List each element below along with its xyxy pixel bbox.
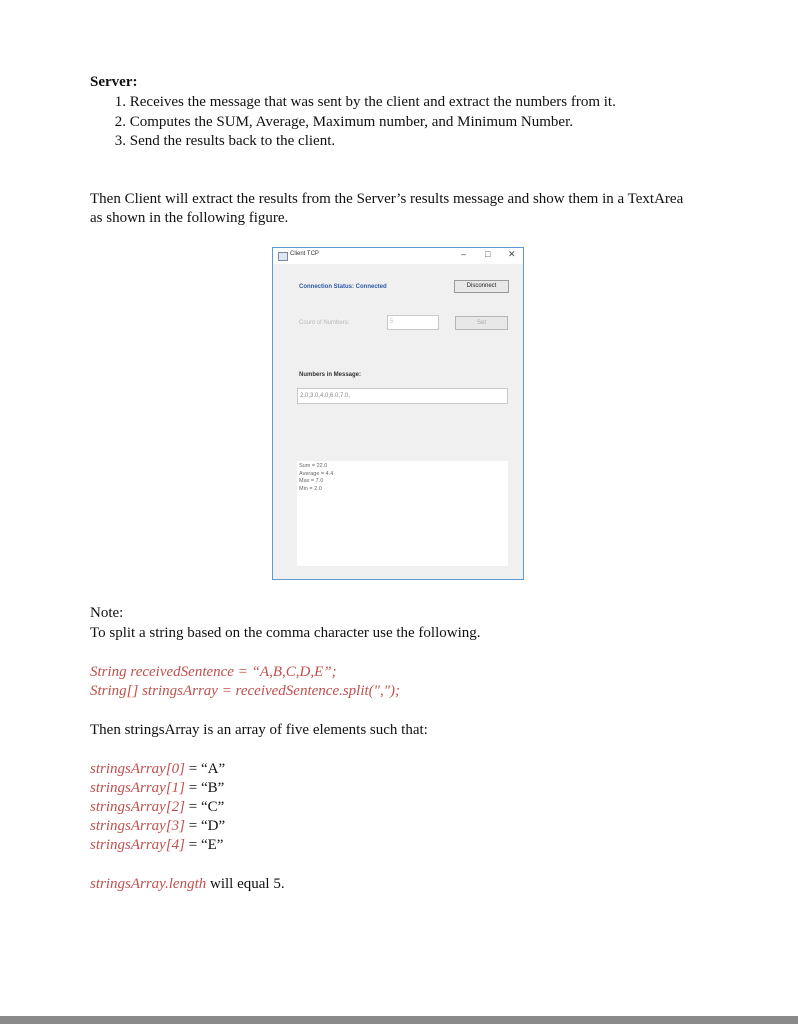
numbers-in-message-label: Numbers in Message:	[299, 372, 362, 378]
step-text: Computes the SUM, Average, Maximum number, and Minimum Number.	[129, 113, 573, 130]
disconnect-button[interactable]: Disconnect	[454, 280, 509, 293]
note-text: To split a string based on the comma character use the following.	[90, 625, 481, 641]
step-number: 3.	[114, 133, 126, 149]
server-steps-list	[90, 93, 616, 152]
array-expr: stringsArray[1]	[90, 780, 186, 796]
server-heading: Server:	[90, 74, 138, 90]
client-paragraph-line2: as shown in the following figure.	[90, 210, 289, 226]
length-rest: will equal 5.	[206, 876, 285, 892]
step-number: 2.	[114, 113, 126, 130]
array-value: = “C”	[185, 799, 225, 815]
count-of-numbers-input[interactable]: 5	[387, 315, 439, 330]
results-textarea[interactable]	[297, 461, 508, 566]
array-item-0	[90, 760, 225, 779]
result-sum: Sum = 22.0	[299, 463, 328, 469]
array-value: = “A”	[185, 761, 226, 777]
step-number: 1.	[114, 94, 126, 110]
connection-status-label: Connection Status: Connected	[299, 284, 387, 290]
array-value: = “E”	[185, 837, 224, 853]
java-app-icon	[278, 252, 288, 261]
minimize-icon[interactable]: –	[461, 249, 467, 259]
array-expr: stringsArray[4]	[90, 837, 186, 853]
array-expr: stringsArray[2]	[90, 799, 186, 815]
client-tcp-window-figure	[272, 247, 524, 580]
length-expr: stringsArray.length	[90, 876, 207, 892]
step-text: Send the results back to the client.	[129, 133, 336, 149]
array-value: = “B”	[185, 780, 225, 796]
list-item	[90, 113, 616, 133]
array-expr: stringsArray[0]	[90, 761, 186, 777]
code-line-1: String receivedSentence = “A,B,C,D,E”;	[90, 664, 337, 680]
length-line	[90, 875, 285, 894]
result-max: Max = 7.0	[299, 478, 324, 484]
client-paragraph-line1: Then Client will extract the results from the Server’s results message and show them in a TextArea	[90, 191, 684, 207]
array-item-2	[90, 798, 224, 817]
note-title: Note:	[90, 605, 124, 621]
numbers-in-message-field[interactable]: 2.0,3.0,4.0,6.0,7.0,	[297, 388, 508, 404]
array-intro: Then stringsArray is an array of five elements such that:	[90, 722, 428, 738]
set-button[interactable]: Set	[455, 316, 508, 330]
array-expr: stringsArray[3]	[90, 818, 186, 834]
list-item	[90, 93, 616, 113]
array-value: = “D”	[185, 818, 226, 834]
step-text: Receives the message that was sent by the client and extract the numbers from it.	[129, 94, 616, 110]
count-of-numbers-label: Count of Numbers:	[299, 320, 350, 326]
code-line-2: String[] stringsArray = receivedSentence.split(",");	[90, 683, 401, 699]
window-title: Client TCP	[290, 251, 319, 257]
result-average: Average = 4.4	[299, 470, 334, 477]
close-icon[interactable]: ✕	[508, 249, 516, 259]
window-titlebar	[273, 248, 523, 264]
list-item	[90, 132, 616, 152]
page-bottom-bar	[0, 1016, 798, 1024]
array-item-3	[90, 817, 225, 836]
array-item-4	[90, 836, 223, 855]
result-min: Min = 2.0	[299, 485, 322, 492]
maximize-icon[interactable]: □	[485, 249, 491, 259]
array-item-1	[90, 779, 224, 798]
